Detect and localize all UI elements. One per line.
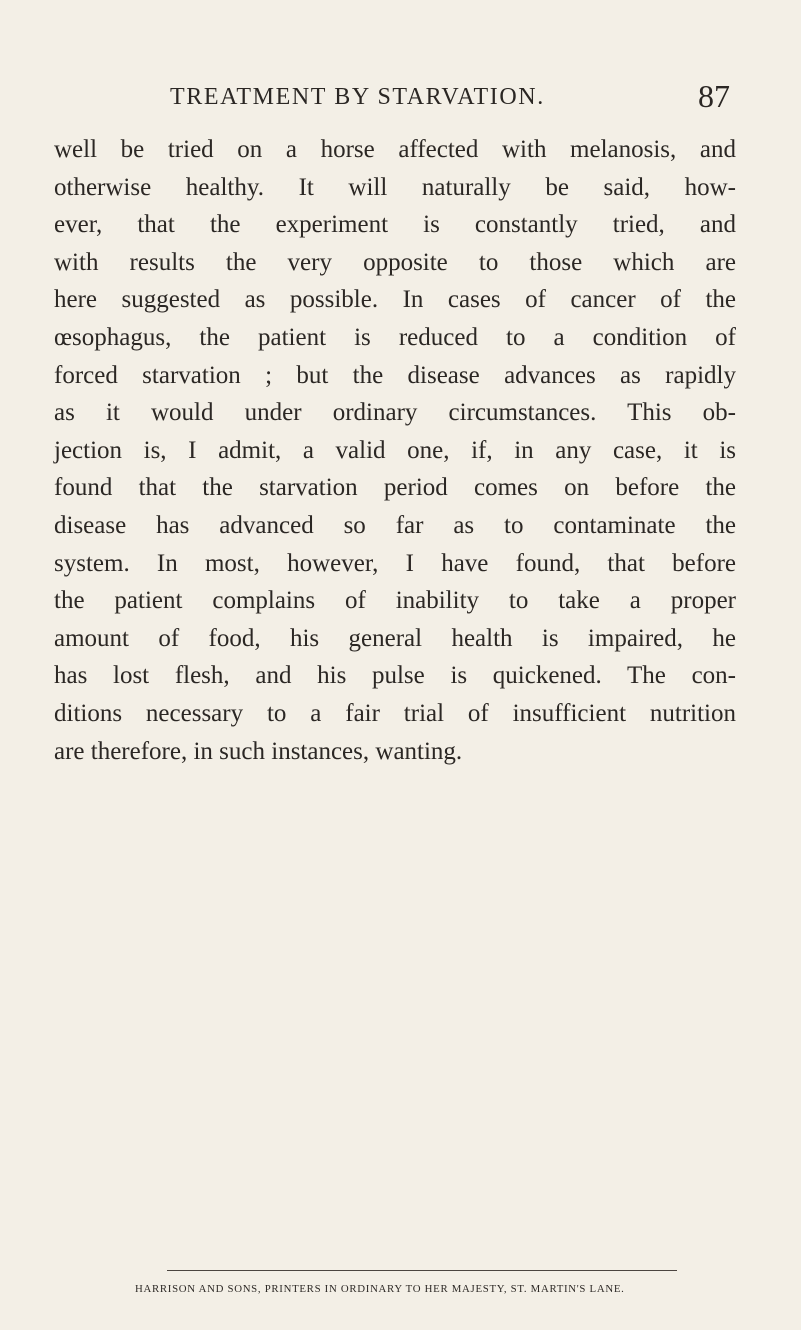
footer-rule <box>167 1270 677 1271</box>
text-line: œsophagus, the patient is reduced to a condition of <box>54 323 736 351</box>
text-line: here suggested as possible. In cases of cancer of the <box>54 286 736 314</box>
text-line: found that the starvation period comes on before the <box>54 474 736 502</box>
text-line: well be tried on a horse affected with melanosis, and <box>54 136 736 163</box>
text-line: has lost flesh, and his pulse is quickened. The con- <box>54 662 736 690</box>
running-title: TREATMENT BY STARVATION. <box>170 84 545 110</box>
printer-imprint: HARRISON AND SONS, PRINTERS IN ORDINARY TO HER MAJESTY, ST. MARTIN'S LANE. <box>135 1283 625 1295</box>
running-head <box>170 78 730 118</box>
text-line-last: are therefore, in such instances, wanting. <box>54 737 463 765</box>
text-line: ever, that the experiment is constantly tried, and <box>54 211 736 239</box>
text-line: ditions necessary to a fair trial of insufficient nutrition <box>54 699 736 727</box>
text-line: the patient complains of inability to take a proper <box>54 587 736 615</box>
text-line: amount of food, his general health is impaired, he <box>54 624 736 652</box>
page-number: 87 <box>698 78 730 114</box>
text-line: as it would under ordinary circumstances. This ob- <box>54 399 736 427</box>
text-line: otherwise healthy. It will naturally be said, how- <box>54 173 736 201</box>
text-line: disease has advanced so far as to contaminate the <box>54 511 736 539</box>
text-line: with results the very opposite to those which are <box>54 248 736 276</box>
text-line: forced starvation ; but the disease advances as rapidly <box>54 361 736 389</box>
text-line: system. In most, however, I have found, that before <box>54 549 736 577</box>
text-line: jection is, I admit, a valid one, if, in any case, it is <box>54 436 736 464</box>
body-text <box>54 131 736 770</box>
